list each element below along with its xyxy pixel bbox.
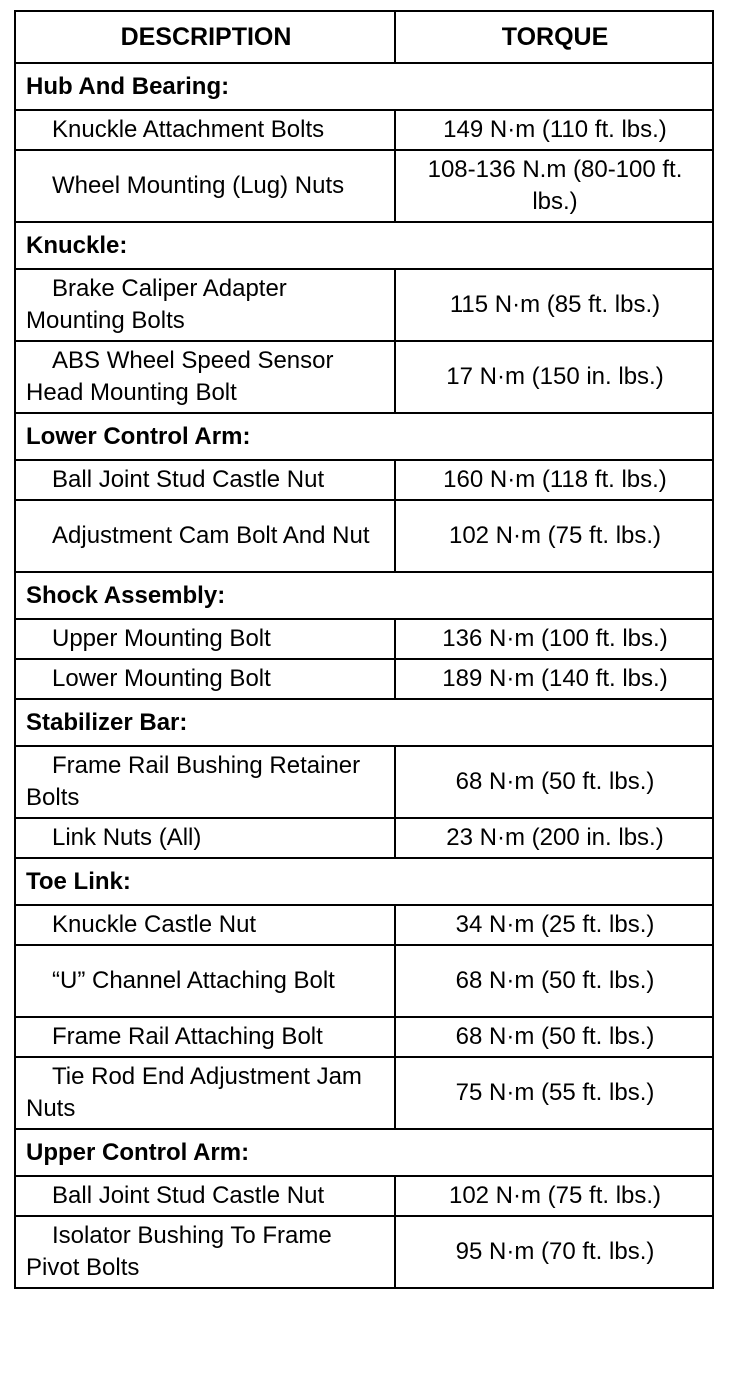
- section-row: [15, 858, 713, 905]
- description-cell: Lower Mounting Bolt: [15, 659, 395, 699]
- table-row: [15, 619, 713, 659]
- description-cell: Adjustment Cam Bolt And Nut: [15, 500, 395, 572]
- torque-cell: 95 N·m (70 ft. lbs.): [395, 1216, 713, 1288]
- section-row: [15, 572, 713, 619]
- section-row: [15, 699, 713, 746]
- torque-cell: 149 N·m (110 ft. lbs.): [395, 110, 713, 150]
- torque-column-header: TORQUE: [395, 11, 713, 63]
- section-title: Toe Link:: [15, 858, 713, 905]
- torque-cell: 108-136 N.m (80-100 ft. lbs.): [395, 150, 713, 222]
- section-title: Stabilizer Bar:: [15, 699, 713, 746]
- torque-cell: 160 N·m (118 ft. lbs.): [395, 460, 713, 500]
- torque-cell: 68 N·m (50 ft. lbs.): [395, 945, 713, 1017]
- description-cell: Isolator Bushing To Frame Pivot Bolts: [15, 1216, 395, 1288]
- description-cell: Tie Rod End Adjustment Jam Nuts: [15, 1057, 395, 1129]
- table-row: [15, 1057, 713, 1129]
- section-title: Knuckle:: [15, 222, 713, 269]
- description-cell: ABS Wheel Speed Sensor Head Mounting Bolt: [15, 341, 395, 413]
- description-cell: Ball Joint Stud Castle Nut: [15, 1176, 395, 1216]
- torque-cell: 75 N·m (55 ft. lbs.): [395, 1057, 713, 1129]
- torque-cell: 102 N·m (75 ft. lbs.): [395, 1176, 713, 1216]
- table-row: [15, 818, 713, 858]
- description-cell: Upper Mounting Bolt: [15, 619, 395, 659]
- section-title: Lower Control Arm:: [15, 413, 713, 460]
- table-row: [15, 500, 713, 572]
- table-row: [15, 150, 713, 222]
- description-cell: Frame Rail Attaching Bolt: [15, 1017, 395, 1057]
- torque-cell: 68 N·m (50 ft. lbs.): [395, 746, 713, 818]
- table-row: [15, 746, 713, 818]
- table-row: [15, 460, 713, 500]
- torque-cell: 136 N·m (100 ft. lbs.): [395, 619, 713, 659]
- torque-cell: 17 N·m (150 in. lbs.): [395, 341, 713, 413]
- description-cell: Knuckle Castle Nut: [15, 905, 395, 945]
- table-row: [15, 1176, 713, 1216]
- table-row: [15, 269, 713, 341]
- section-row: [15, 222, 713, 269]
- description-cell: Knuckle Attachment Bolts: [15, 110, 395, 150]
- torque-cell: 102 N·m (75 ft. lbs.): [395, 500, 713, 572]
- table-row: [15, 341, 713, 413]
- table-row: [15, 945, 713, 1017]
- description-cell: “U” Channel Attaching Bolt: [15, 945, 395, 1017]
- torque-cell: 68 N·m (50 ft. lbs.): [395, 1017, 713, 1057]
- table-row: [15, 1017, 713, 1057]
- header-row: [15, 11, 713, 63]
- section-row: [15, 63, 713, 110]
- torque-spec-table: [14, 10, 714, 1289]
- section-row: [15, 413, 713, 460]
- section-title: Shock Assembly:: [15, 572, 713, 619]
- description-cell: Brake Caliper Adapter Mounting Bolts: [15, 269, 395, 341]
- torque-cell: 115 N·m (85 ft. lbs.): [395, 269, 713, 341]
- torque-cell: 23 N·m (200 in. lbs.): [395, 818, 713, 858]
- table-row: [15, 659, 713, 699]
- table-body: [15, 63, 713, 1288]
- table-row: [15, 905, 713, 945]
- torque-cell: 189 N·m (140 ft. lbs.): [395, 659, 713, 699]
- description-cell: Frame Rail Bushing Retainer Bolts: [15, 746, 395, 818]
- section-title: Upper Control Arm:: [15, 1129, 713, 1176]
- description-cell: Ball Joint Stud Castle Nut: [15, 460, 395, 500]
- section-row: [15, 1129, 713, 1176]
- table-row: [15, 1216, 713, 1288]
- description-column-header: DESCRIPTION: [15, 11, 395, 63]
- description-cell: Wheel Mounting (Lug) Nuts: [15, 150, 395, 222]
- description-cell: Link Nuts (All): [15, 818, 395, 858]
- torque-cell: 34 N·m (25 ft. lbs.): [395, 905, 713, 945]
- section-title: Hub And Bearing:: [15, 63, 713, 110]
- table-row: [15, 110, 713, 150]
